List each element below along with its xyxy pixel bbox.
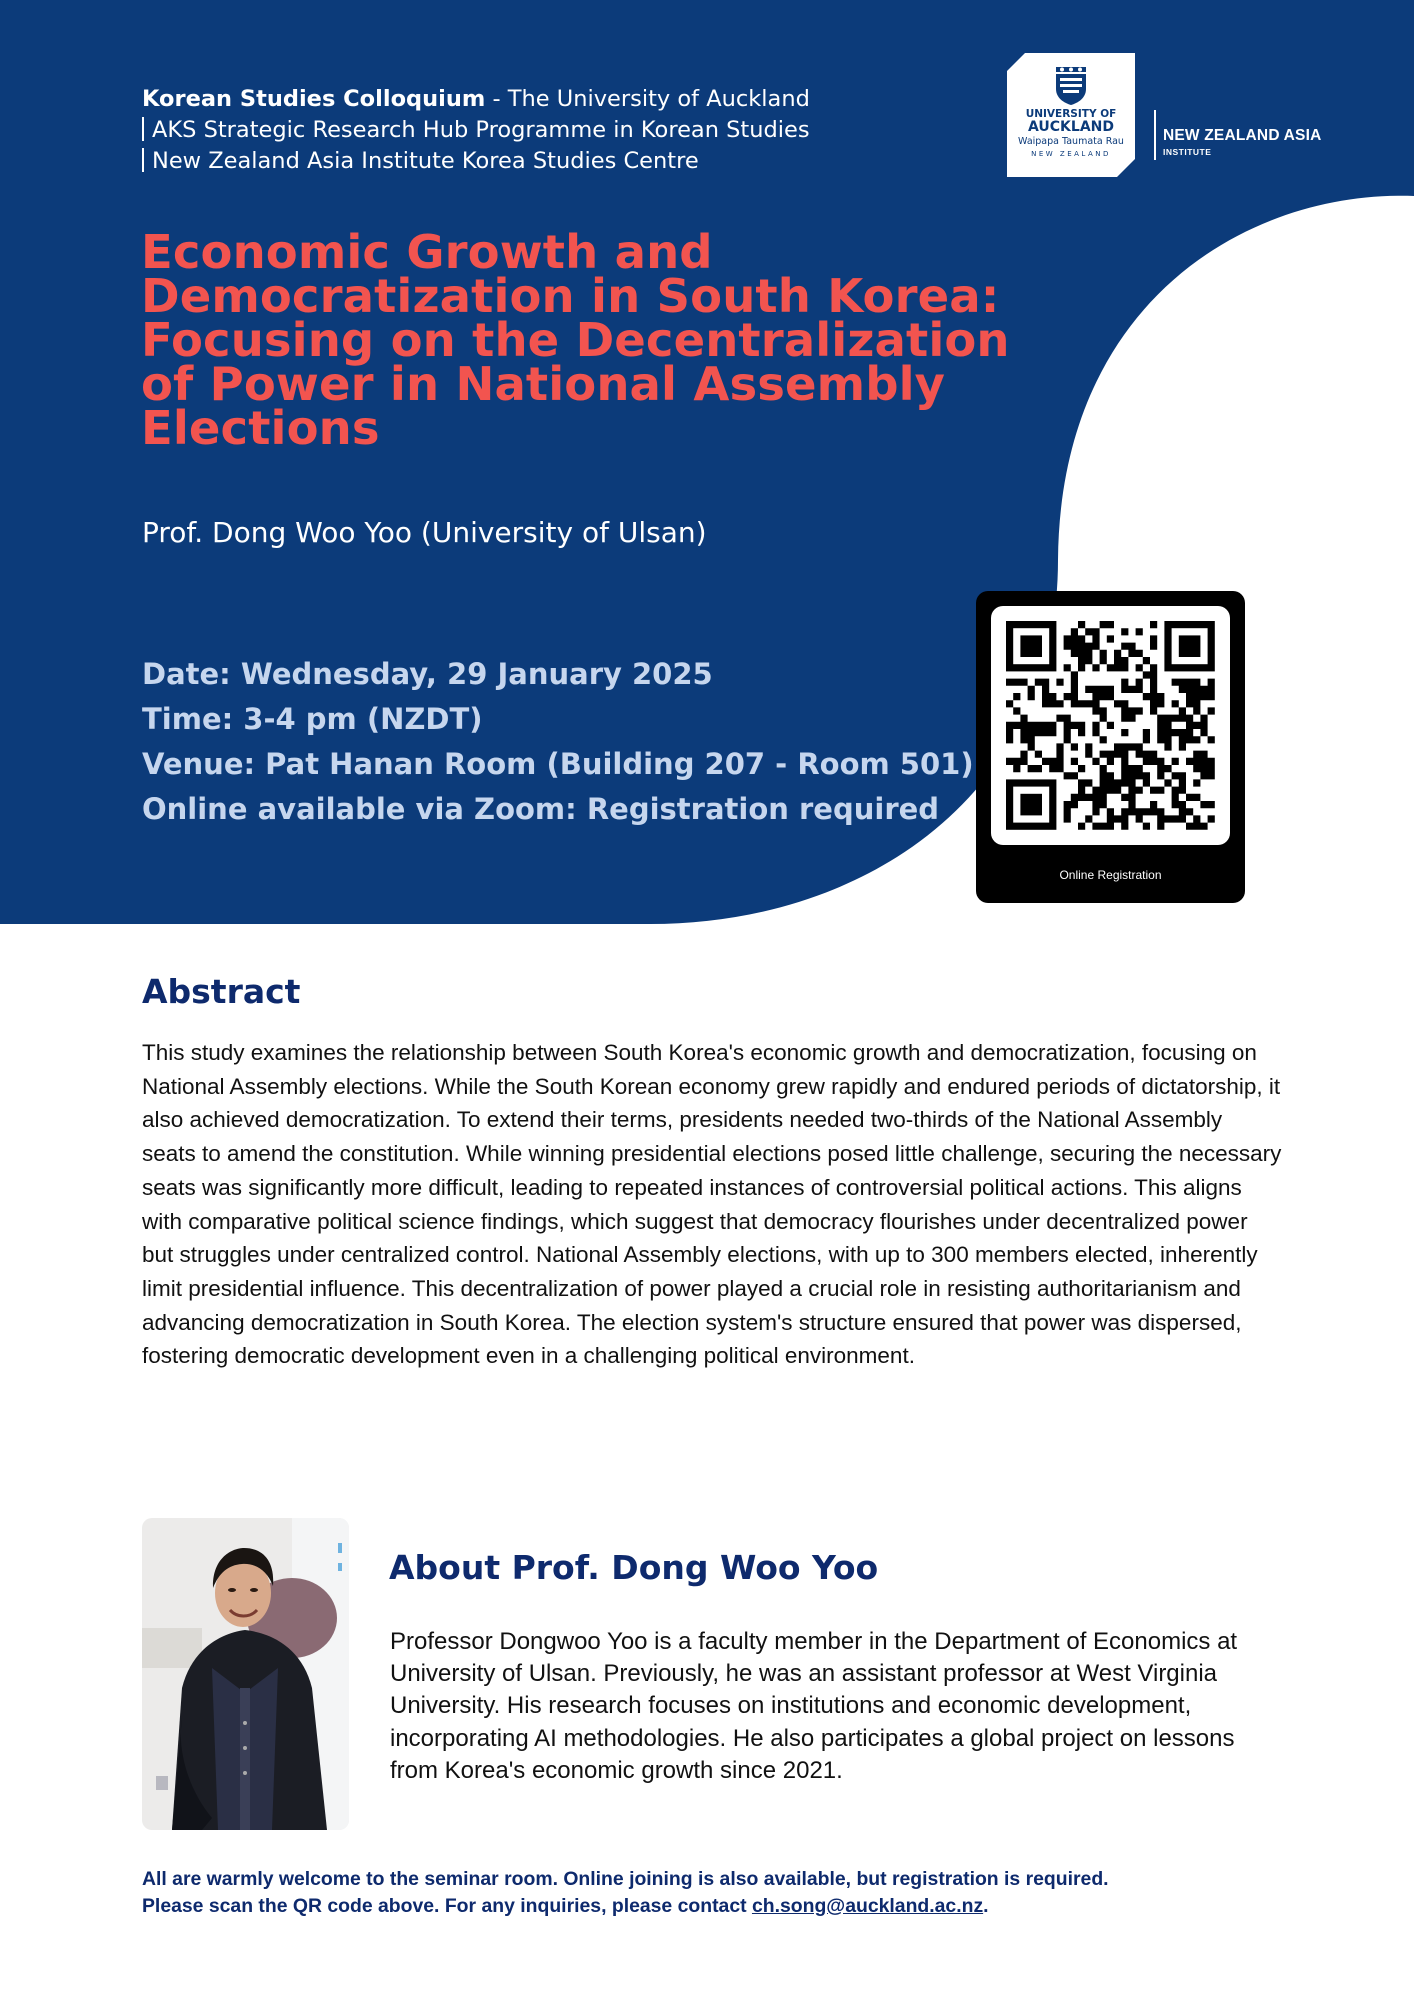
hero-banner	[0, 0, 1414, 924]
about-heading: About Prof. Dong Woo Yoo	[389, 1548, 879, 1587]
university-of-auckland-logo	[1007, 53, 1135, 177]
footer-line-2-end: .	[983, 1895, 989, 1917]
logo-text-auckland: AUCKLAND	[1028, 119, 1114, 135]
event-venue: Venue: Pat Hanan Room (Building 207 - Room 501)	[142, 747, 974, 781]
nzai-centre: New Zealand Asia Institute Korea Studies Centre	[152, 148, 699, 174]
qr-registration-card[interactable]	[976, 591, 1245, 903]
qr-finder-pattern-2	[1164, 621, 1214, 671]
qr-finder-pattern-1	[1006, 621, 1056, 671]
crest-icon	[1054, 67, 1088, 105]
qr-code[interactable]	[991, 606, 1230, 845]
colloquium-name: Korean Studies Colloquium	[142, 86, 486, 112]
speaker-name: Prof. Dong Woo Yoo (University of Ulsan)	[142, 516, 707, 549]
event-details	[142, 652, 974, 832]
logo-text-new-zealand: NEW ZEALAND	[1031, 150, 1111, 158]
event-time: Time: 3-4 pm (NZDT)	[142, 702, 483, 736]
event-date: Date: Wednesday, 29 January 2025	[142, 657, 713, 691]
event-title: Economic Growth and Democratization in South Korea: Focusing on the Decentralization of Power in National Assembly Elections	[141, 225, 1010, 455]
organizer-line-1	[142, 84, 810, 115]
footer-line-2-text: Please scan the QR code above. For any inquiries, please contact	[142, 1895, 752, 1917]
contact-email-link[interactable]: ch.song@auckland.ac.nz	[751, 1895, 984, 1917]
nzai-logo-subtitle: INSTITUTE	[1163, 147, 1212, 157]
logo-divider	[1154, 110, 1156, 160]
footer-note	[142, 1866, 1302, 1920]
event-online-info: Online available via Zoom: Registration required	[142, 792, 940, 826]
logo-text-maori-name: Waipapa Taumata Rau	[1018, 136, 1124, 147]
university-name: - The University of Auckland	[485, 86, 810, 112]
speaker-photo	[142, 1518, 349, 1830]
abstract-heading: Abstract	[142, 972, 301, 1011]
abstract-text: This study examines the relationship between South Korea's economic growth and democratization, focusing on National Assembly elections. While the South Korean economy grew rapidly and endured periods of dictatorship, it also achieved democratization. To extend their terms, presidents needed two-thirds of the National Assembly seats to amend the constitution. While winning presidential elections posed little challenge, securing the necessary seats was significantly more difficult, leading to repeated instances of controversial political actions. This aligns with comparative political science findings, which suggest that democracy flourishes under decentralized power but struggles under centralized control. National Assembly elections, with up to 300 members elected, inherently limit presidential influence. This decentralization of power played a crucial role in resisting authoritarianism and advancing democratization in South Korea. The election system's structure ensured that power was dispersed, fostering democratic development even in a challenging political environment.	[142, 1040, 1282, 1369]
logo-text-university-of: UNIVERSITY OF	[1025, 108, 1117, 120]
footer-line-1: All are warmly welcome to the seminar room. Online joining is also available, but registration is required.	[142, 1868, 1109, 1890]
footer-line-2	[142, 1893, 1302, 1920]
organizer-line-3	[142, 146, 810, 177]
qr-finder-pattern-3	[1006, 779, 1056, 829]
about-text: Professor Dongwoo Yoo is a faculty member in the Department of Economics at University of Ulsan. Previously, he was an assistant professor at West Virginia University. His research focuses on institutions and economic development, incorporating AI methodologies. He also participates a global project on lessons from Korea's economic growth since 2021.	[390, 1628, 1238, 1784]
qr-code-icon	[991, 606, 1230, 845]
organizer-line-2	[142, 115, 810, 146]
aks-programme: AKS Strategic Research Hub Programme in Korean Studies	[152, 117, 810, 143]
speaker-portrait-image	[142, 1518, 349, 1830]
organizer-block	[142, 84, 810, 177]
nzai-logo-title: NEW ZEALAND ASIA	[1163, 127, 1322, 144]
qr-label: Online Registration	[1059, 868, 1162, 882]
